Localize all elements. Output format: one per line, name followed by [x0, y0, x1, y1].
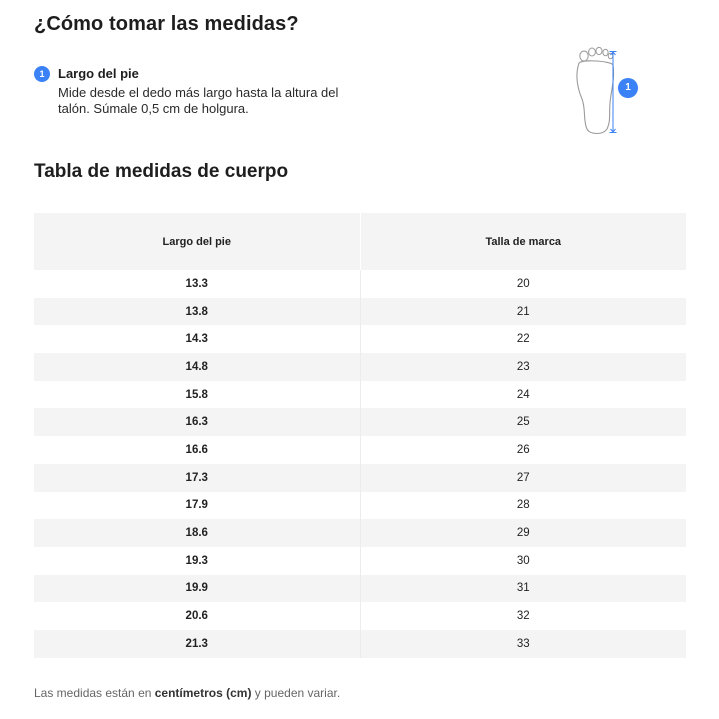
foot-length-cell: 13.3	[34, 270, 360, 298]
table-row	[34, 547, 686, 575]
foot-length-cell: 16.6	[34, 436, 360, 464]
brand-size-cell: 21	[360, 298, 686, 326]
step-title: Largo del pie	[58, 66, 139, 81]
foot-length-cell: 18.6	[34, 519, 360, 547]
brand-size-cell: 27	[360, 464, 686, 492]
table-row	[34, 602, 686, 630]
brand-size-cell: 29	[360, 519, 686, 547]
brand-size-cell: 23	[360, 353, 686, 381]
foot-length-cell: 13.8	[34, 298, 360, 326]
footnote-units: centímetros (cm)	[154, 686, 252, 700]
table-row	[34, 270, 686, 298]
table-row	[34, 630, 686, 658]
foot-length-cell: 17.9	[34, 492, 360, 520]
table-row	[34, 492, 686, 520]
foot-length-cell: 15.8	[34, 381, 360, 409]
foot-length-cell: 14.8	[34, 353, 360, 381]
brand-size-cell: 28	[360, 492, 686, 520]
size-table	[34, 213, 686, 658]
table-header-row	[34, 213, 686, 270]
table-row	[34, 353, 686, 381]
footnote-suffix: y pueden variar.	[251, 686, 341, 700]
foot-length-cell: 16.3	[34, 408, 360, 436]
brand-size-cell: 24	[360, 381, 686, 409]
foot-length-cell: 19.9	[34, 575, 360, 603]
page-title: ¿Cómo tomar las medidas?	[34, 13, 299, 35]
brand-size-cell: 31	[360, 575, 686, 603]
table-row	[34, 408, 686, 436]
brand-size-cell: 33	[360, 630, 686, 658]
brand-size-cell: 26	[360, 436, 686, 464]
footnote-prefix: Las medidas están en	[34, 686, 155, 700]
brand-size-cell: 25	[360, 408, 686, 436]
column-header-brand-size: Talla de marca	[360, 213, 686, 270]
foot-length-cell: 17.3	[34, 464, 360, 492]
foot-length-cell: 20.6	[34, 602, 360, 630]
table-title: Tabla de medidas de cuerpo	[34, 161, 289, 182]
table-row	[34, 575, 686, 603]
table-row	[34, 325, 686, 353]
foot-length-cell: 14.3	[34, 325, 360, 353]
table-row	[34, 464, 686, 492]
foot-length-cell: 19.3	[34, 547, 360, 575]
brand-size-cell: 32	[360, 602, 686, 630]
table-row	[34, 298, 686, 326]
table-row	[34, 436, 686, 464]
brand-size-cell: 22	[360, 325, 686, 353]
foot-length-cell: 21.3	[34, 630, 360, 658]
brand-size-cell: 20	[360, 270, 686, 298]
column-header-foot-length: Largo del pie	[34, 213, 360, 270]
units-footnote	[34, 686, 340, 700]
brand-size-cell: 30	[360, 547, 686, 575]
measure-badge: 1	[618, 78, 638, 98]
step-description: Mide desde el dedo más largo hasta la altura del talón. Súmale 0,5 cm de holgura.	[58, 85, 339, 116]
table-row	[34, 519, 686, 547]
table-row	[34, 381, 686, 409]
step-number-badge: 1	[34, 66, 50, 82]
